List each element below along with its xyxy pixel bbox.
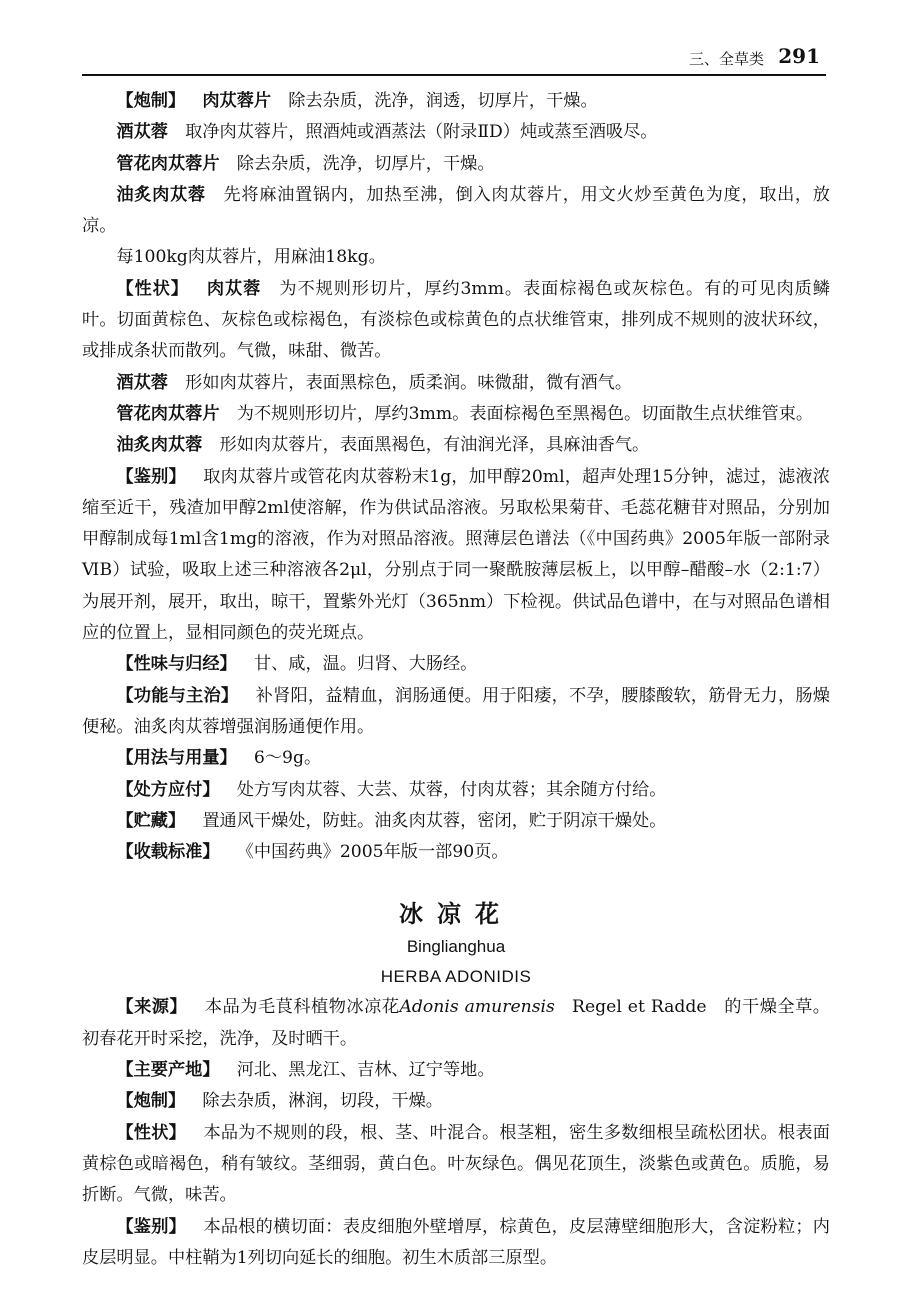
subheading-guanhua: 管花肉苁蓉片: [116, 153, 220, 174]
entry-title-latin: HERBA ADONIDIS: [380, 967, 532, 987]
heading-characters: 【性状】: [116, 278, 189, 299]
text-guanhua: 除去杂质，洗净，切厚片，干燥。: [236, 153, 495, 174]
text-source-post: 的干燥全草。初春花开时采挖，洗净，及时晒干。: [82, 997, 830, 1049]
subheading-youzhi: 油炙肉苁蓉: [116, 184, 206, 205]
species-author: Regel et Radde: [572, 997, 707, 1018]
species-name: Adonis amurensis: [399, 997, 555, 1018]
heading-processing-2: 【炮制】: [116, 1091, 186, 1112]
page-body: [82, 86, 830, 1274]
paragraph-jiu-congrong: [82, 117, 830, 148]
heading-processing: 【炮制】: [116, 91, 186, 111]
paragraph-guanhua-char: [82, 399, 830, 430]
text-jiu-congrong: 取净肉苁蓉片，照酒炖或酒蒸法（附录ⅡD）炖或蒸至酒吸尽。: [185, 122, 658, 143]
heading-source: 【来源】: [116, 997, 188, 1018]
text-identification-2: 本品根的横切面：表皮细胞外壁增厚，棕黄色，皮层薄壁细胞形大，含淀粉粒；内皮层明显。中柱鞘为1列切向延长的细胞。初生木质部三原型。: [82, 1216, 830, 1268]
text-youzhi: 先将麻油置锅内，加热至沸，倒入肉苁蓉片，用文火炒至黄色为度，取出，放凉。: [82, 184, 830, 237]
text-function: 补肾阳，益精血，润肠通便。用于阳痿，不孕，腰膝酸软，筋骨无力，肠燥便秘。油炙肉苁蓉增强润肠通便作用。: [82, 685, 830, 737]
heading-function: 【功能与主治】: [116, 685, 239, 706]
paragraph-dosage: [82, 743, 830, 774]
text-guanhua-char: 为不规则形切片，厚约3mm。表面棕褐色至黑褐色。切面散生点状维管束。: [236, 403, 814, 424]
heading-characters-2: 【性状】: [116, 1122, 187, 1143]
heading-identification-2: 【鉴别】: [116, 1216, 187, 1237]
text-prescription: 处方写肉苁蓉、大芸、苁蓉，付肉苁蓉；其余随方付给。: [236, 779, 667, 800]
paragraph-standard: [82, 837, 830, 868]
text-standard: 《中国药典》2005年版一部90页。: [236, 842, 509, 863]
text-storage: 置通风干燥处，防蛀。油炙肉苁蓉，密闭，贮于阴凉干燥处。: [202, 810, 667, 831]
heading-storage: 【贮藏】: [116, 810, 186, 831]
text-youzhi-char: 形如肉苁蓉片，表面黑褐色，有油润光泽，具麻油香气。: [219, 435, 650, 456]
text-jiu-congrong-char: 形如肉苁蓉片，表面黑棕色，质柔润。味微甜，微有酒气。: [185, 372, 633, 393]
entry-title-chinese: 冰凉花: [399, 900, 513, 929]
text-dosage: 6～9g。: [253, 748, 322, 769]
paragraph-function: [82, 681, 830, 744]
paragraph-youzhi-char: [82, 430, 830, 461]
text-taste-meridian: 甘、咸，温。归肾、大肠经。: [253, 654, 478, 675]
paragraph-jiu-congrong-char: [82, 368, 830, 399]
paragraph-processing-2: [82, 1086, 830, 1117]
text-identification: 取肉苁蓉片或管花肉苁蓉粉末1g，加甲醇20ml，超声处理15分钟，滤过，滤液浓缩至近干，残渣加甲醇2ml使溶解，作为供试品溶液。另取松果菊苷、毛蕊花糖苷对照品，分别加甲醇制成每1ml含1mg的溶液，作为对照品溶液。照薄层色谱法（《中国药典》2005年版一部附录ⅥB）试验，吸取上述三种溶液各2μl，分别点于同一聚酰胺薄层板上，以甲醇–醋酸–水（2:1:7）为展开剂，展开，取出，晾干，置紫外光灯（365nm）下检视。供试品色谱中，在与对照品色谱相应的位置上，显相同颜色的荧光斑点。: [82, 466, 830, 644]
text-processing-2: 除去杂质，淋润，切段，干燥。: [202, 1091, 443, 1112]
subheading-jiu-congrong: 酒苁蓉: [116, 122, 168, 143]
text-characters: 为不规则形切片，厚约3mm。表面棕褐色或灰棕色。有的可见肉质鳞叶。切面黄棕色、灰棕色或棕褐色，有淡棕色或棕黄色的点状维管束，排列成不规则的波状环纹，或排成条状而散列。气微，味甜、微苦。: [82, 278, 830, 362]
paragraph-source: [82, 992, 830, 1055]
subheading-jiu-congrong-char: 酒苁蓉: [116, 372, 168, 393]
text-characters-2: 本品为不规则的段，根、茎、叶混合。根茎粗，密生多数细根呈疏松团状。根表面黄棕色或暗褐色，稍有皱纹。茎细弱，黄白色。叶灰绿色。偶见花顶生，淡紫色或黄色。质脆，易折断。气微，味苦。: [82, 1122, 830, 1206]
subheading-roucongrong: 肉苁蓉: [206, 278, 262, 299]
text-processing: 除去杂质，洗净，润透，切厚片，干燥。: [288, 91, 598, 111]
paragraph-guanhua: [82, 149, 830, 180]
heading-identification: 【鉴别】: [116, 466, 186, 487]
paragraph-identification-2: [82, 1212, 830, 1275]
paragraph-youzhi: [82, 180, 830, 243]
paragraph-characters: [82, 274, 830, 368]
page-number: 291: [778, 44, 820, 68]
page-header: [82, 40, 826, 76]
paragraph-prescription: [82, 775, 830, 806]
text-source-pre: 本品为毛茛科植物冰凉花: [204, 997, 400, 1018]
heading-standard: 【收载标准】: [116, 842, 220, 863]
paragraph-identification: [82, 462, 830, 650]
heading-taste-meridian: 【性味与归经】: [116, 654, 237, 675]
section-title: 三、全草类: [688, 50, 764, 68]
subheading-youzhi-char: 油炙肉苁蓉: [116, 435, 203, 456]
text-mayou: 每100kg肉苁蓉片，用麻油18kg。: [116, 247, 386, 268]
text-origin: 河北、黑龙江、吉林、辽宁等地。: [236, 1060, 495, 1081]
paragraph-characters-2: [82, 1118, 830, 1212]
subheading-guanhua-char: 管花肉苁蓉片: [116, 403, 220, 424]
paragraph-storage: [82, 806, 830, 837]
paragraph-taste-meridian: [82, 649, 830, 680]
heading-prescription: 【处方应付】: [116, 779, 220, 800]
paragraph-origin: [82, 1055, 830, 1086]
entry-title-pinyin: Binglianghua: [406, 937, 506, 957]
entry-title-block: [82, 896, 830, 992]
paragraph-processing: [82, 86, 830, 117]
subheading-roucongrong-pian: 肉苁蓉片: [202, 91, 272, 111]
heading-origin: 【主要产地】: [116, 1060, 220, 1081]
paragraph-mayou: [82, 242, 830, 273]
heading-dosage: 【用法与用量】: [116, 748, 237, 769]
